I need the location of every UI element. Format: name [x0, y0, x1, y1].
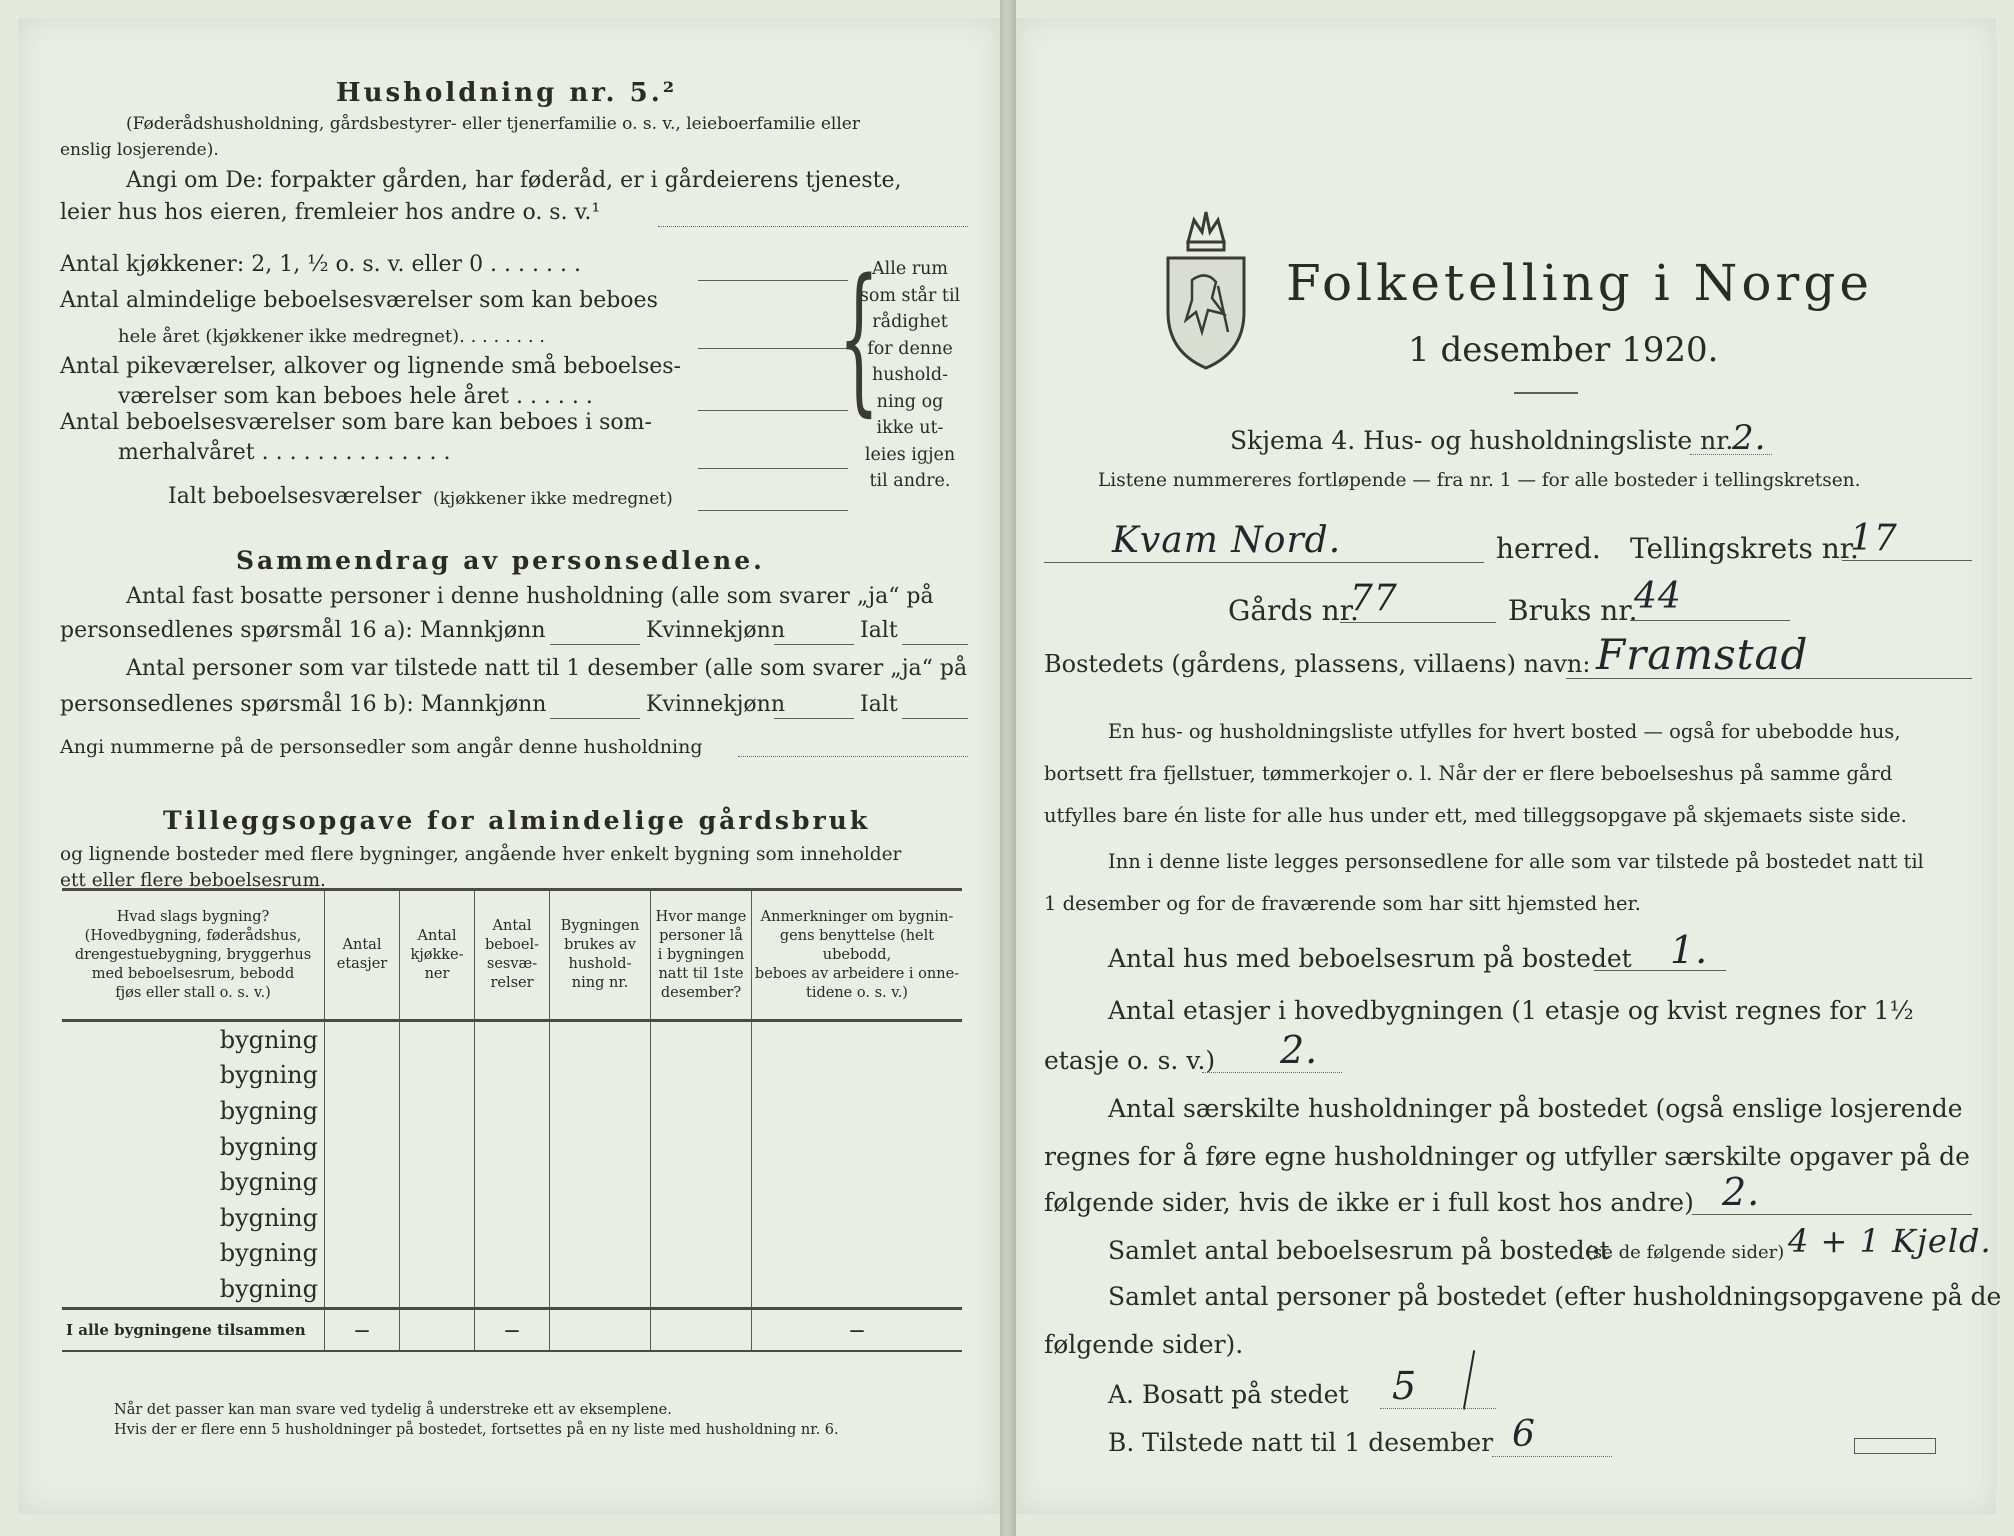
resident-check-mark [1463, 1350, 1475, 1409]
gards-line [1340, 622, 1496, 623]
bruks-value: 44 [1634, 576, 1682, 617]
header-household-no: Bygningen brukes av hushold- ning nr. [550, 890, 651, 1021]
present-female-label: Kvinnekjønn [646, 692, 785, 717]
total-rooms-label: Ialt beboelsesværelser [168, 484, 422, 509]
households-question-3: følgende sider, hvis de ikke er i full kost hos andre) [1044, 1188, 1694, 1217]
building-row [62, 1164, 962, 1200]
building-label: bygning [62, 1200, 325, 1236]
building-label: bygning [62, 1129, 325, 1165]
angi-answer-line [658, 226, 968, 227]
households-value: 2. [1722, 1170, 1761, 1214]
present-male-line [550, 718, 640, 719]
building-table [62, 888, 962, 1352]
footnote-2: Hvis der er flere enn 5 husholdninger på bostedet, fortsettes på en ny liste med husholdning nr. 6. [114, 1422, 839, 1438]
krets-line [1842, 560, 1972, 561]
building-label: bygning [62, 1236, 325, 1272]
persons-question-1: Samlet antal personer på bostedet (efter husholdningsopgavene på de [1108, 1282, 2002, 1311]
side-note-line: for denne [867, 338, 953, 359]
present-total-line [902, 718, 968, 719]
extra-line-2: ett eller flere beboelsesrum. [60, 870, 326, 891]
info-line-5: 1 desember og for de fraværende som har sitt hjemsted her. [1044, 892, 1641, 915]
gards-value: 77 [1350, 578, 1398, 619]
household-intro-2: enslig losjerende). [60, 140, 219, 160]
right-page [1016, 18, 2002, 1514]
building-total-row [62, 1308, 962, 1351]
total-dash: — [475, 1308, 550, 1351]
summary-line-4: personsedlenes spørsmål 16 b): Mannkjønn [60, 692, 547, 717]
households-question-1: Antal særskilte husholdninger på bostedet (også enslige losjerende [1108, 1094, 1963, 1123]
bosted-label: Bostedets (gårdens, plassens, villaens) navn: [1044, 650, 1591, 678]
households-question-2: regnes for å føre egne husholdninger og utfyller særskilte opgaver på de [1044, 1142, 1970, 1171]
total-rooms-question: Samlet antal beboelsesrum på bostedet [1108, 1236, 1610, 1265]
persons-question-2: følgende sider). [1044, 1330, 1244, 1359]
side-note-line: rådighet [872, 312, 948, 332]
kitchens-answer-line [698, 280, 848, 281]
total-dash: — [325, 1308, 400, 1351]
building-row [62, 1271, 962, 1308]
resident-female-label: Kvinnekjønn [646, 618, 785, 643]
households-line [1692, 1214, 1972, 1215]
resident-label: A. Bosatt på stedet [1108, 1380, 1349, 1409]
summer-rooms-label-2: merhalvåret . . . . . . . . . . . . . . [118, 440, 451, 465]
kitchens-label: Antal kjøkkener: 2, 1, ½ o. s. v. eller 0 . . . . . . . [60, 252, 581, 277]
rooms-side-note [850, 256, 970, 495]
info-line-4: Inn i denne liste legges personsedlene for alle som var tilstede på bostedet natt til [1108, 850, 1924, 873]
houses-value: 1. [1670, 928, 1709, 972]
building-total-label: I alle bygningene tilsammen [62, 1308, 325, 1351]
side-note-line: ning og [876, 391, 944, 412]
building-table-header [62, 890, 962, 1021]
gards-label: Gårds nr. [1228, 594, 1359, 627]
info-line-3: utfylles bare én liste for alle hus under ett, med tilleggsopgave på skjemaets siste side. [1044, 804, 1907, 827]
building-row [62, 1021, 962, 1058]
maid-rooms-label-2: værelser som kan beboes hele året . . . . . . [118, 384, 593, 409]
angi-line-1: Angi om De: forpakter gården, har føderåd, er i gårdeierens tjeneste, [126, 168, 902, 193]
resident-total-label: Ialt [860, 618, 898, 643]
total-rooms-value: 4 + 1 Kjeld. [1788, 1222, 1992, 1260]
header-text: Hvad slags bygning? (Hovedbygning, føderådshus, drengestuebygning, bryggerhus med beboelsesrum, bebodd fjøs eller stall o. s. v.) [74, 908, 312, 1001]
person-numbers-label: Angi nummerne på de personsedler som angår denne husholdning [60, 736, 703, 758]
census-title: Folketelling i Norge [1286, 254, 1873, 312]
bruks-line [1630, 620, 1790, 621]
building-label: bygning [62, 1021, 325, 1058]
side-note-line: som står til [859, 285, 961, 306]
krets-value: 17 [1850, 518, 1898, 559]
header-rooms: Antal beboel- sesvæ- relser [475, 890, 550, 1021]
extra-line-1: og lignende bosteder med flere bygninger, angående hver enkelt bygning som inneholder [60, 844, 902, 865]
herred-label: herred. [1496, 532, 1601, 565]
present-female-line [774, 718, 854, 719]
total-rooms-note: (kjøkkener ikke medregnet) [433, 489, 673, 509]
left-page [18, 18, 1000, 1514]
info-line-2: bortsett fra fjellstuer, tømmerkojer o. l. Når der er flere beboelseshus på samme gård [1044, 762, 1893, 785]
herred-value: Kvam Nord. [1112, 520, 1342, 561]
building-label: bygning [62, 1058, 325, 1094]
info-line-1: En hus- og husholdningsliste utfylles for hvert bosted — også for ubebodde hus, [1108, 720, 1901, 743]
summary-line-2: personsedlenes spørsmål 16 a): Mannkjønn [60, 618, 546, 643]
side-note-line: ikke ut- [876, 418, 944, 438]
floors-value: 2. [1280, 1028, 1319, 1072]
present-value: 6 [1512, 1414, 1536, 1455]
maid-rooms-label-1: Antal pikeværelser, alkover og lignende små beboelses- [60, 354, 681, 379]
floors-question-2: etasje o. s. v.) [1044, 1046, 1216, 1075]
page-fold [1000, 0, 1016, 1536]
building-row [62, 1093, 962, 1129]
side-note-line: til andre. [869, 471, 951, 491]
floors-line [1202, 1072, 1342, 1073]
total-dash: — [752, 1308, 963, 1351]
title-rule [1514, 392, 1578, 394]
herred-line [1044, 562, 1484, 563]
bosted-line [1566, 678, 1972, 679]
building-label: bygning [62, 1093, 325, 1129]
total-rooms-note: (se de følgende sider) [1586, 1242, 1785, 1263]
maid-rooms-answer-line [698, 410, 848, 411]
ordinary-rooms-label-2: hele året (kjøkkener ikke medregnet). . . . . . . . [118, 326, 545, 347]
header-floors: Antal etasjer [325, 890, 400, 1021]
coat-of-arms-icon [1158, 202, 1254, 372]
summary-line-3: Antal personer som var tilstede natt til 1 desember (alle som svarer „ja“ på [126, 656, 968, 681]
household-intro-1: (Føderådshusholdning, gårdsbestyrer- eller tjenerfamilie o. s. v., leieboerfamilie eller [126, 114, 860, 134]
summary-title: Sammendrag av personsedlene. [236, 546, 765, 575]
schema-number-line [1690, 454, 1772, 455]
building-label: bygning [62, 1164, 325, 1200]
bosted-value: Framstad [1596, 630, 1809, 679]
floors-question-1: Antal etasjer i hovedbygningen (1 etasje og kvist regnes for 1½ [1108, 996, 1914, 1025]
header-building-type [62, 890, 325, 1021]
present-total-label: Ialt [860, 692, 898, 717]
header-persons: Hvor mange personer lå i bygningen natt til 1ste desember? [651, 890, 752, 1021]
resident-total-line [902, 644, 968, 645]
person-numbers-line [738, 756, 968, 757]
bruks-label: Bruks nr. [1508, 594, 1638, 627]
resident-value: 5 [1392, 1364, 1418, 1408]
numbering-note: Listene nummereres fortløpende — fra nr. 1 — for alle bosteder i tellingskretsen. [1098, 470, 1861, 491]
summer-rooms-label-1: Antal beboelsesværelser som bare kan beboes i som- [60, 410, 652, 435]
footnote-1: Når det passer kan man svare ved tydelig å understreke ett av eksemplene. [114, 1402, 672, 1418]
houses-line [1594, 970, 1726, 971]
building-label: bygning [62, 1271, 325, 1308]
side-note-line: hushold- [871, 365, 949, 385]
side-note-line: Alle rum [872, 259, 948, 279]
resident-line [1380, 1408, 1496, 1409]
resident-female-line [774, 644, 854, 645]
present-label: B. Tilstede natt til 1 desember [1108, 1428, 1494, 1457]
extra-title: Tilleggsopgave for almindelige gårdsbruk [163, 806, 871, 835]
ordinary-rooms-label-1: Antal almindelige beboelsesværelser som kan beboes [60, 288, 658, 313]
present-line [1492, 1456, 1612, 1457]
krets-label: Tellingskrets nr. [1630, 532, 1859, 565]
building-row [62, 1129, 962, 1165]
rooms-brace: { [838, 244, 880, 431]
household-title: Husholdning nr. 5.² [336, 78, 678, 108]
census-date: 1 desember 1920. [1408, 330, 1719, 370]
building-row [62, 1236, 962, 1272]
building-row [62, 1058, 962, 1094]
total-rooms-answer-line [698, 510, 848, 511]
ordinary-rooms-answer-line [698, 348, 848, 349]
header-kitchens: Antal kjøkke- ner [400, 890, 475, 1021]
angi-line-2: leier hus hos eieren, fremleier hos andre o. s. v.¹ [60, 200, 601, 225]
printer-stamp [1854, 1438, 1936, 1454]
schema-label: Skjema 4. Hus- og husholdningsliste nr. [1230, 426, 1734, 455]
schema-number: 2. [1732, 418, 1767, 458]
side-note-line: leies igjen [864, 444, 956, 465]
houses-question: Antal hus med beboelsesrum på bostedet [1108, 944, 1632, 973]
resident-male-line [550, 644, 640, 645]
header-remarks: Anmerkninger om bygnin- gens benyttelse (helt ubebodd, beboes av arbeidere i onne- tidene o. s. v.) [752, 890, 963, 1021]
building-row [62, 1200, 962, 1236]
summer-rooms-answer-line [698, 468, 848, 469]
summary-line-1: Antal fast bosatte personer i denne husholdning (alle som svarer „ja“ på [126, 584, 934, 609]
